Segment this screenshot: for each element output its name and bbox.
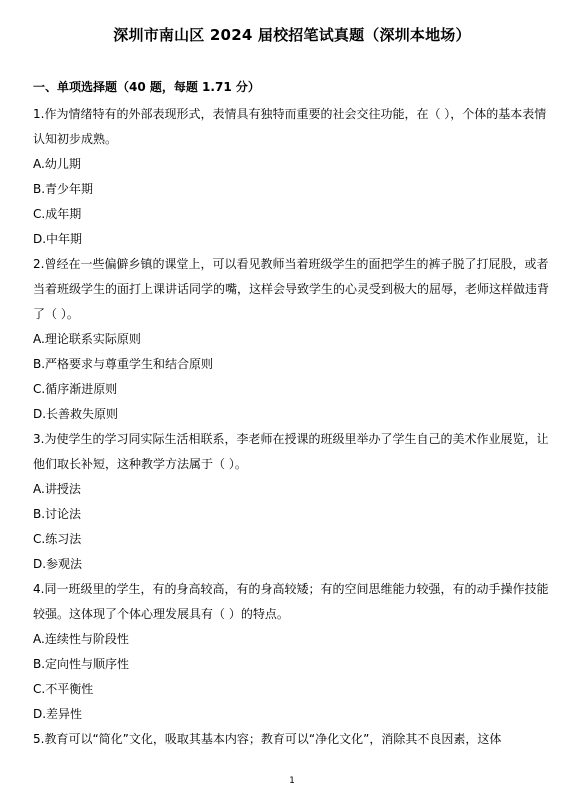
question-2-option-b: B.严格要求与尊重学生和结合原则 <box>33 357 214 371</box>
question-5-text: 5.教育可以“简化”文化，吸取其基本内容；教育可以“净化文化”，消除其不良因素，这体 <box>33 732 502 746</box>
question-4-option-c: C.不平衡性 <box>33 682 94 696</box>
document-title: 深圳市南山区 2024 届校招笔试真题（深圳本地场） <box>113 26 471 44</box>
section-heading: 一、单项选择题（40 题，每题 1.71 分） <box>33 80 260 94</box>
question-2-option-a: A.理论联系实际原则 <box>33 332 141 346</box>
question-3-option-b: B.讨论法 <box>33 507 82 521</box>
question-1-option-c: C.成年期 <box>33 207 82 221</box>
question-2-option-d: D.长善救失原则 <box>33 407 119 421</box>
question-2-text: 2.曾经在一些偏僻乡镇的课堂上，可以看见教师当着班级学生的面把学生的裤子脱了打屁股，或者当着班级学生的面打上课讲话同学的嘴，这样会导致学生的心灵受到极大的屈辱，老师这样做违背了（ ）。 <box>33 257 550 321</box>
question-4-text: 4.同一班级里的学生，有的身高较高，有的身高较矮；有的空间思维能力较强，有的动手操作技能较强。这体现了个体心理发展具有（ ）的特点。 <box>33 582 549 621</box>
question-1-option-a: A.幼儿期 <box>33 157 81 171</box>
question-3-option-a: A.讲授法 <box>33 482 81 496</box>
question-list <box>33 102 553 752</box>
question-1-option-b: B.青少年期 <box>33 182 94 196</box>
page-number: 1 <box>289 776 295 786</box>
question-4-option-b: B.定向性与顺序性 <box>33 657 130 671</box>
question-4-option-d: D.差异性 <box>33 707 83 721</box>
question-4-option-a: A.连续性与阶段性 <box>33 632 129 646</box>
question-3-option-c: C.练习法 <box>33 532 82 546</box>
question-3-text: 3.为使学生的学习同实际生活相联系，李老师在授课的班级里举办了学生自己的美术作业展览，让他们取长补短，这种教学方法属于（ ）。 <box>33 432 549 471</box>
question-3-option-d: D.参观法 <box>33 557 83 571</box>
question-1-option-d: D.中年期 <box>33 232 83 246</box>
question-2-option-c: C.循序渐进原则 <box>33 382 118 396</box>
question-1-text: 1.作为情绪特有的外部表现形式，表情具有独特而重要的社会交往功能，在（ ），个体的基本表情认知初步成熟。 <box>33 107 547 146</box>
